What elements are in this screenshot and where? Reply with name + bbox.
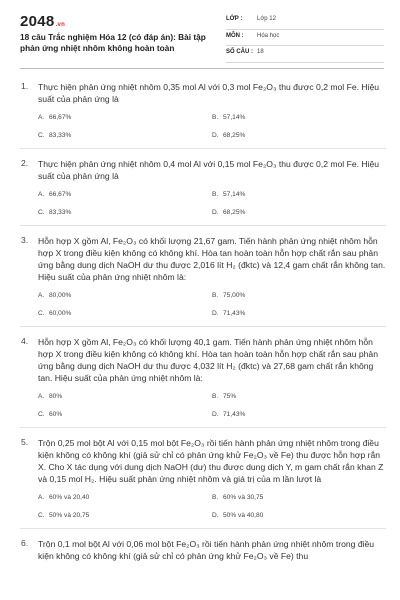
answer-text: 50% và 40,80 [223, 512, 264, 519]
question-text: Hỗn hợp X gồm Al, Fe₂O₃ có khối lượng 40,1 gam. Tiến hành phản ứng nhiệt nhôm hỗn hợp X trong điều kiện không có không khí. Hòa tan hoàn toàn hỗn hợp chất rắn sau phản ứng bằng dung dịch NaOH dư thu được 4,032 lít H₂ (đktc) và 27,68 gam chất rắn không tan. Hiệu suất của phản ứng nhiệt nhôm là: [38, 337, 378, 383]
answer-options [38, 112, 386, 148]
question-divider [20, 427, 386, 428]
question-divider [20, 148, 386, 149]
answer-text: 57,14% [223, 114, 246, 121]
answer-option[interactable] [38, 189, 212, 200]
question-divider [20, 528, 386, 529]
meta-value: 18 [257, 49, 264, 55]
question-text: Thực hiện phản ứng nhiệt nhôm 0,4 mol Al với 0,15 mol Fe₂O₃ thu được 0,2 mol Fe. Hiệu suất của phản ứng là [38, 159, 380, 181]
answer-option[interactable] [38, 207, 212, 218]
question-text: Hỗn hợp X gồm Al, Fe₂O₃ có khối lượng 21,67 gam. Tiến hành phản ứng nhiệt nhôm hỗn hợp X trong điều kiện không có không khí. Hòa tan hoàn toàn hỗn hợp chất rắn sau phản ứng bằng dung dịch NaOH dư thu được 2,016 lít H₂ (đktc) và 12,4 gam chất rắn không tan. Hiệu suất của phản ứng nhiệt nhôm là: [38, 236, 386, 282]
answer-letter: B. [212, 114, 219, 121]
question-text: Trộn 0,1 mol bột Al với 0,06 mol bột Fe₂O₃ rồi tiến hành phản ứng nhiệt nhôm trong điều kiện không có không khí (giả sử chỉ có phản ứng khử Fe₂O₃ về Fe) thu [38, 539, 375, 561]
question-item [20, 81, 386, 149]
answer-text: 75% [223, 393, 237, 400]
answer-option[interactable] [212, 189, 386, 200]
answer-option[interactable] [212, 308, 386, 319]
answer-options [38, 189, 386, 225]
question-number: 5. [21, 437, 29, 447]
answer-letter: C. [38, 512, 45, 519]
question-number: 4. [21, 336, 29, 346]
question-list [20, 72, 386, 562]
answer-text: 68,25% [223, 209, 246, 216]
answer-text: 83,33% [49, 209, 72, 216]
question-number: 6. [21, 538, 29, 548]
meta-label: SỐ CÂU : [226, 49, 253, 55]
answer-text: 60% và 30,75 [223, 494, 264, 501]
answer-letter: A. [38, 393, 45, 400]
answer-option[interactable] [212, 391, 386, 402]
meta-row-subject [226, 30, 384, 47]
answer-option[interactable] [38, 409, 212, 420]
answer-text: 50% và 20,75 [49, 512, 90, 519]
answer-option[interactable] [212, 112, 386, 123]
logo-suffix: .vn [55, 22, 66, 28]
answer-text: 71,43% [223, 411, 246, 418]
meta-table [226, 13, 384, 63]
answer-letter: A. [38, 114, 45, 121]
question-item [20, 538, 386, 562]
answer-option[interactable] [212, 130, 386, 141]
answer-options [38, 290, 386, 326]
answer-letter: A. [38, 292, 45, 299]
answer-letter: D. [212, 512, 219, 519]
answer-letter: A. [38, 494, 45, 501]
meta-label: LỚP : [226, 16, 243, 22]
answer-text: 60,00% [49, 310, 72, 317]
page-header [0, 0, 400, 68]
answer-option[interactable] [38, 510, 212, 521]
question-divider [20, 225, 386, 226]
question-item [20, 158, 386, 226]
answer-text: 75,00% [223, 292, 246, 299]
answer-text: 66,67% [49, 191, 72, 198]
answer-letter: B. [212, 393, 219, 400]
answer-option[interactable] [212, 207, 386, 218]
answer-text: 57,14% [223, 191, 246, 198]
question-number: 1. [21, 81, 29, 91]
answer-option[interactable] [212, 290, 386, 301]
answer-text: 80% [49, 393, 63, 400]
answer-option[interactable] [38, 391, 212, 402]
answer-option[interactable] [38, 290, 212, 301]
answer-letter: A. [38, 191, 45, 198]
question-item [20, 437, 386, 529]
answer-options [38, 492, 386, 528]
meta-row-class [226, 13, 384, 30]
page-title: 18 câu Trắc nghiệm Hóa 12 (có đáp án): Bài tập phản ứng nhiệt nhôm không hoàn toàn [20, 32, 206, 53]
question-item [20, 235, 386, 327]
answer-letter: C. [38, 411, 45, 418]
answer-option[interactable] [38, 308, 212, 319]
answer-option[interactable] [38, 112, 212, 123]
site-logo[interactable] [20, 13, 65, 30]
meta-value: Lớp 12 [257, 16, 276, 22]
question-number: 3. [21, 235, 29, 245]
meta-label: MÔN : [226, 32, 244, 39]
answer-letter: B. [212, 191, 219, 198]
meta-row-count [226, 46, 384, 63]
answer-text: 71,43% [223, 310, 246, 317]
question-text: Thực hiện phản ứng nhiệt nhôm 0,35 mol Al với 0,3 mol Fe₂O₃ thu được 0,2 mol Fe. Hiệu suất của phản ứng là [38, 82, 380, 104]
answer-option[interactable] [38, 130, 212, 141]
answer-letter: B. [212, 494, 219, 501]
answer-letter: C. [38, 209, 45, 216]
logo-text: 2048 [20, 13, 55, 30]
answer-option[interactable] [212, 409, 386, 420]
answer-text: 68,25% [223, 132, 246, 139]
answer-option[interactable] [38, 492, 212, 503]
question-divider [20, 326, 386, 327]
question-text: Trộn 0,25 mol bột Al với 0,15 mol bột Fe₂O₃ rồi tiến hành phản ứng nhiệt nhôm trong điều kiện không có không khí (giả sử chỉ có phản ứng khử Fe₂O₃ về Fe) thu được hỗn hợp rắn X. Cho X tác dụng với dung dịch NaOH (dư) thu được dung dịch Y, m gam chất rắn khan Z và 0,15 mol H₂. Hiệu suất phản ứng nhiệt nhôm và giá trị của m lần lượt là [38, 438, 384, 484]
answer-letter: D. [212, 310, 219, 317]
answer-option[interactable] [212, 510, 386, 521]
question-item [20, 336, 386, 428]
answer-letter: D. [212, 209, 219, 216]
answer-text: 83,33% [49, 132, 72, 139]
answer-text: 60% [49, 411, 63, 418]
answer-text: 66,67% [49, 114, 72, 121]
answer-letter: C. [38, 310, 45, 317]
answer-letter: C. [38, 132, 45, 139]
answer-letter: D. [212, 132, 219, 139]
answer-options [38, 391, 386, 427]
header-divider [20, 68, 384, 69]
answer-letter: B. [212, 292, 219, 299]
meta-value: Hóa học [257, 32, 280, 39]
question-number: 2. [21, 158, 29, 168]
answer-text: 60% và 20,40 [49, 494, 90, 501]
answer-letter: D. [212, 411, 219, 418]
answer-option[interactable] [212, 492, 386, 503]
answer-text: 80,00% [49, 292, 72, 299]
